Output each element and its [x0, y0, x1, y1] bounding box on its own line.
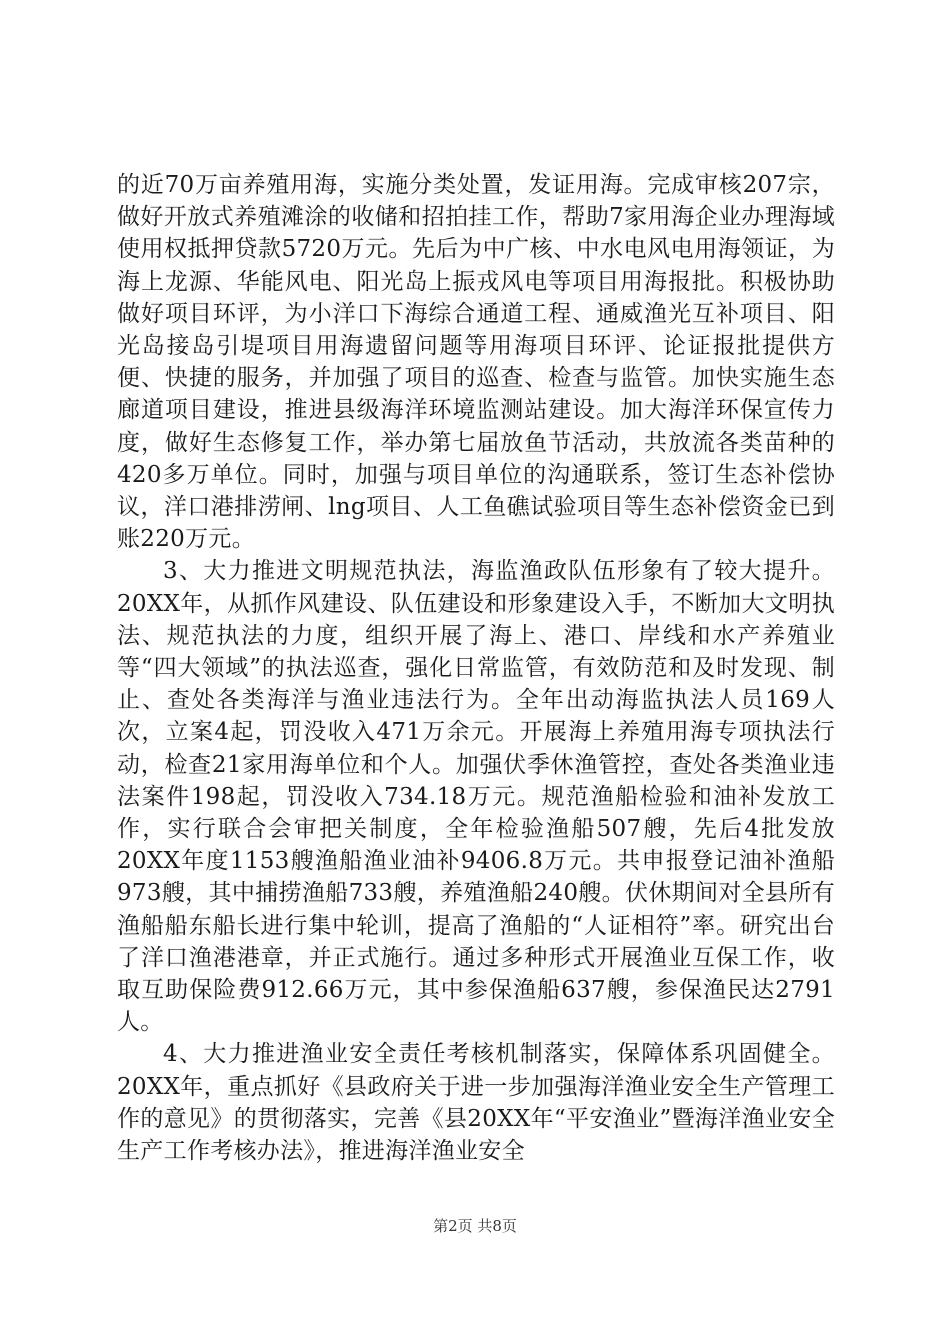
paragraph-fishery-safety: 4、大力推进渔业安全责任考核机制落实，保障体系巩固健全。20XX年，重点抓好《县政府关于进一步加强海洋渔业安全生产管理工作的意见》的贯彻落实，完善《县20XX年“平安渔业”暨海洋渔业安全生产工作考核办法》，推进海洋渔业安全 [117, 1041, 835, 1165]
document-body [117, 169, 835, 1167]
paragraph-continued: 的近70万亩养殖用海，实施分类处置，发证用海。完成审核207宗，做好开放式养殖滩涂的收储和招拍挂工作，帮助7家用海企业办理海域使用权抵押贷款5720万元。先后为中广核、中水电风电用海领证，为海上龙源、华能风电、阳光岛上振戎风电等项目用海报批。积极协助做好项目环评，为小洋口下海综合通道工程、通威渔光互补项目、阳光岛接岛引堤项目用海遗留问题等用海项目环评、论证报批提供方便、快捷的服务，并加强了项目的巡查、检查与监管。加快实施生态廊道项目建设，推进县级海洋环境监测站建设。加大海洋环保宣传力度，做好生态修复工作，举办第七届放鱼节活动，共放流各类苗种的420多万单位。同时，加强与项目单位的沟通联系，签订生态补偿协议，洋口港排涝闸、lng项目、人工鱼礁试验项目等生态补偿资金已到账220万元。 [117, 172, 835, 553]
paragraph-law-enforcement: 3、大力推进文明规范执法，海监渔政队伍形象有了较大提升。20XX年，从抓作风建设、队伍建设和形象建设入手，不断加大文明执法、规范执法的力度，组织开展了海上、港口、岸线和水产养殖业等“四大领域”的执法巡查，强化日常监管，有效防范和及时发现、制止、查处各类海洋与渔业违法行为。全年出动海监执法人员169人次，立案4起，罚没收入471万余元。开展海上养殖用海专项执法行动，检查21家用海单位和个人。加强伏季休渔管控，查处各类渔业违法案件198起，罚没收入734.18万元。规范渔船检验和油补发放工作，实行联合会审把关制度，全年检验渔船507艘，先后4批发放20XX年度1153艘渔船渔业油补9406.8万元。共申报登记油补渔船973艘，其中捕捞渔船733艘，养殖渔船240艘。伏休期间对全县所有渔船船东船长进行集中轮训，提高了渔船的“人证相符”率。研究出台了洋口渔港港章，并正式施行。通过多种形式开展渔业互保工作，收取互助保险费912.66万元，其中参保渔船637艘，参保渔民达2791人。 [117, 558, 835, 1036]
page-footer: 第2页 共8页 [433, 1217, 517, 1235]
